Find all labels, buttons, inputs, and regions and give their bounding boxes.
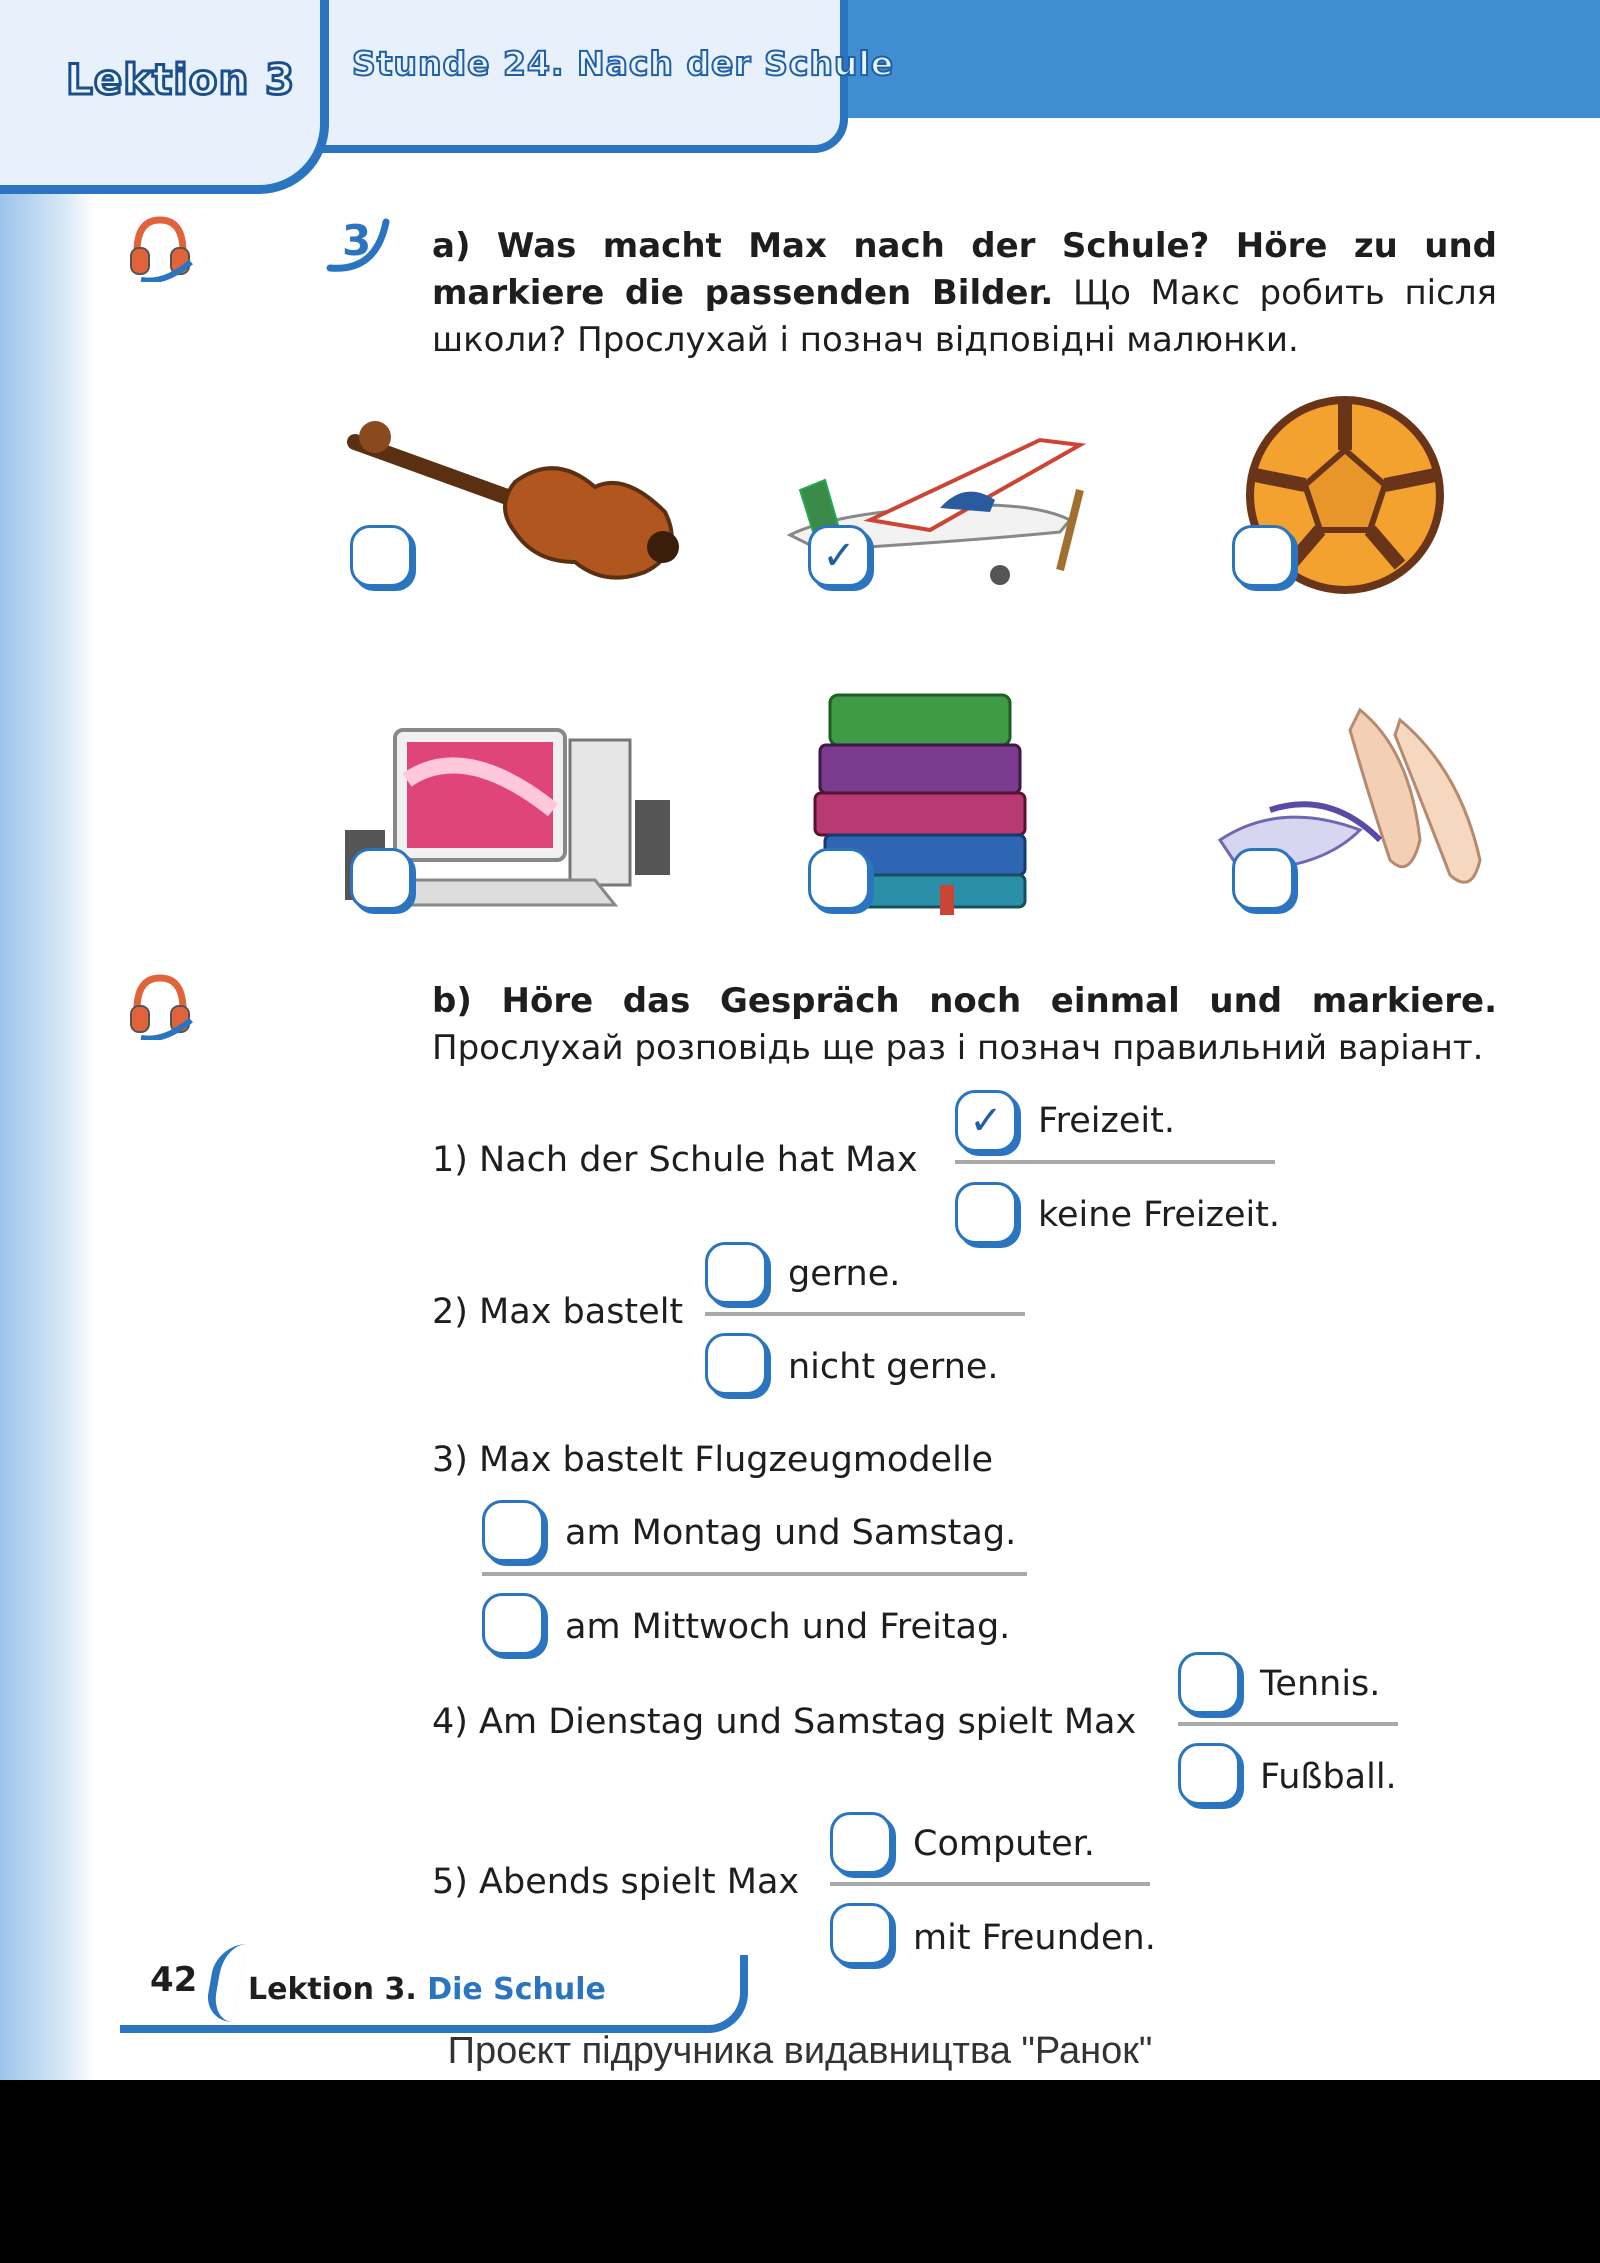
picture-checkbox-football[interactable]: [1232, 525, 1294, 587]
item-5-option-1: Computer.: [913, 1824, 1095, 1864]
check-mark: [708, 1245, 764, 1301]
item-4-stem: 4) Am Dienstag und Samstag spielt Max: [432, 1702, 1137, 1742]
check-mark: [1235, 851, 1291, 907]
check-mark: [833, 1815, 889, 1871]
divider: [482, 1572, 1027, 1576]
check-mark: [1181, 1655, 1237, 1711]
picture-checkbox-ballet-shoes[interactable]: [1232, 848, 1294, 910]
check-mark: ✓: [822, 533, 856, 579]
picture-checkbox-airplane[interactable]: [808, 525, 870, 587]
instruction-a: a) Was macht Max nach der Schule? Höre zu und markiere die passenden Bilder. Що Макс робить після школи? Прослухай і познач відповідні малюнки.: [432, 226, 1498, 360]
check-mark: [485, 1503, 541, 1559]
publisher-note: Проєкт підручника видавництва "Ранок": [447, 2030, 1153, 2072]
side-strip: [0, 0, 95, 2080]
item-2-option-1: gerne.: [788, 1254, 901, 1294]
item-1-option-1: Freizeit.: [1038, 1101, 1175, 1141]
item-5-option-1-checkbox[interactable]: [830, 1812, 892, 1874]
item-4-option-2-checkbox[interactable]: [1178, 1743, 1240, 1805]
divider: [1178, 1722, 1398, 1726]
footer-lesson: Lektion 3. Die Schule: [248, 1972, 606, 2007]
item-5-option-2: mit Freunden.: [913, 1918, 1156, 1958]
check-mark: [958, 1185, 1014, 1241]
divider: [955, 1160, 1275, 1164]
item-2-option-2: nicht gerne.: [788, 1347, 999, 1387]
exercise-number: 3: [324, 216, 404, 276]
item-2-option-2-checkbox[interactable]: [705, 1333, 767, 1395]
item-1-option-2: keine Freizeit.: [1038, 1195, 1281, 1235]
picture-checkbox-books[interactable]: [808, 848, 870, 910]
divider: [830, 1882, 1150, 1886]
item-1-stem: 1) Nach der Schule hat Max: [432, 1140, 918, 1180]
unit-title: Stunde 24. Nach der Schule: [352, 44, 895, 83]
picture-checkbox-computer[interactable]: [350, 848, 412, 910]
check-mark: [485, 1596, 541, 1652]
item-3-option-1-checkbox[interactable]: [482, 1500, 544, 1562]
page-number: 42: [150, 1960, 198, 2000]
item-2-stem: 2) Max bastelt: [432, 1292, 684, 1332]
item-4-option-1: Tennis.: [1260, 1664, 1381, 1704]
item-4-option-1-checkbox[interactable]: [1178, 1652, 1240, 1714]
check-mark: [1235, 528, 1291, 584]
check-mark: [353, 528, 409, 584]
item-3-option-1: am Montag und Samstag.: [565, 1513, 1017, 1553]
headphones-icon[interactable]: [125, 970, 195, 1040]
item-1-option-1-checkbox[interactable]: [955, 1090, 1017, 1152]
lesson-title: Lektion 3: [66, 55, 296, 104]
headphones-icon[interactable]: [125, 212, 195, 282]
item-4-option-2: Fußball.: [1260, 1757, 1397, 1797]
check-mark: [811, 851, 867, 907]
item-5-option-2-checkbox[interactable]: [830, 1903, 892, 1965]
item-3-stem: 3) Max bastelt Flugzeugmodelle: [432, 1440, 994, 1480]
picture-checkbox-violin[interactable]: [350, 525, 412, 587]
check-mark: [1181, 1746, 1237, 1802]
check-mark: ✓: [969, 1098, 1003, 1144]
item-5-stem: 5) Abends spielt Max: [432, 1862, 800, 1902]
check-mark: [833, 1906, 889, 1962]
item-3-option-2: am Mittwoch und Freitag.: [565, 1607, 1011, 1647]
check-mark: [353, 851, 409, 907]
item-1-option-2-checkbox[interactable]: [955, 1182, 1017, 1244]
item-2-option-1-checkbox[interactable]: [705, 1242, 767, 1304]
footer-topic: Die Schule: [427, 1972, 606, 2007]
instruction-b: b) Höre das Gespräch noch einmal und markiere. Прослухай розповідь ще раз і познач правильний варіант.: [432, 981, 1497, 1068]
divider: [705, 1312, 1025, 1316]
item-3-option-2-checkbox[interactable]: [482, 1593, 544, 1655]
check-mark: [708, 1336, 764, 1392]
